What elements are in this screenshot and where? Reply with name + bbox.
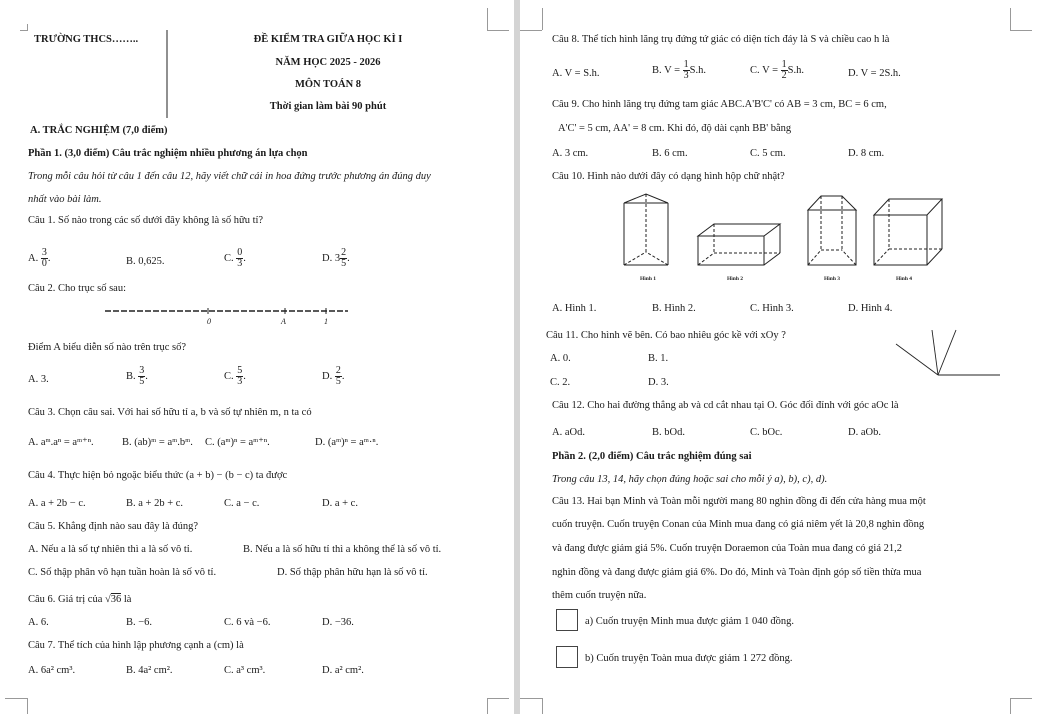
- q13a-answer-checkbox[interactable]: [556, 609, 578, 631]
- q8-option-b: B. V = $\frac{1}{3}$ S.h.: [652, 59, 706, 81]
- q4-stem: Câu 4. Thực hiện bỏ ngoặc biểu thức (a + b) − (b − c) ta được: [28, 470, 288, 481]
- crop-mark: [20, 30, 28, 31]
- exam-title: ĐỀ KIỂM TRA GIỮA HỌC KÌ I: [253, 34, 403, 45]
- q6-stem: Câu 6. Giá trị của √36 là: [28, 594, 132, 605]
- part1-instruction-line1: Trong mỗi câu hỏi từ câu 1 đến câu 12, hãy viết chữ cái in hoa đứng trước phương án đúng duy: [28, 171, 431, 182]
- q3-option-a: A. aᵐ.aⁿ = aᵐ⁺ⁿ.: [28, 437, 94, 448]
- q1-option-b: B. 0,625.: [126, 256, 165, 267]
- q13-text-line3: và đang được giảm giá 5%. Cuốn truyện Doraemon của Toàn mua đang có giá 21,2: [552, 543, 903, 554]
- q7-option-a: A. 6a² cm³.: [28, 665, 76, 676]
- q11-angle-figure: [520, 0, 1039, 400]
- crop-mark: [1010, 8, 1011, 30]
- q6-option-a: A. 6.: [28, 617, 49, 628]
- q9-stem-line2: A'C' = 5 cm, AA' = 8 cm. Khi đó, độ dài cạnh BB' bằng: [558, 123, 792, 134]
- q9-option-d: D. 8 cm.: [848, 148, 885, 159]
- sqrt-symbol: √36: [104, 594, 122, 605]
- crop-mark: [1010, 698, 1032, 699]
- q10-option-a: A. Hình 1.: [552, 303, 597, 314]
- q2-stem: Câu 2. Cho trục số sau:: [28, 283, 126, 294]
- q10-option-c: C. Hình 3.: [750, 303, 794, 314]
- crop-mark: [27, 698, 28, 714]
- q9-option-a: A. 3 cm.: [552, 148, 589, 159]
- q7-stem: Câu 7. Thể tích của hình lập phương cạnh a (cm) là: [28, 640, 244, 651]
- part1-heading: Phần 1. (3,0 điểm) Câu trắc nghiệm nhiều phương án lựa chọn: [28, 148, 308, 159]
- q7-option-c: C. a³ cm³.: [224, 665, 266, 676]
- q5-stem: Câu 5. Khẳng định nào sau đây là đúng?: [28, 521, 199, 532]
- q3-option-b: B. (ab)ᵐ = aᵐ.bᵐ.: [122, 437, 193, 448]
- figure-caption-1: Hình 1: [640, 276, 657, 282]
- q2-option-c: C. $\frac{5}{3}$ .: [224, 365, 246, 387]
- q7-option-d: D. a² cm².: [322, 665, 364, 676]
- q8-option-a: A. V = S.h.: [552, 68, 600, 79]
- q9-option-c: C. 5 cm.: [750, 148, 786, 159]
- crop-mark: [520, 30, 542, 31]
- q6-option-c: C. 6 và −6.: [224, 617, 271, 628]
- q10-stem: Câu 10. Hình nào dưới đây có dạng hình hộp chữ nhật?: [552, 171, 785, 182]
- q6-option-d: D. −36.: [322, 617, 354, 628]
- q12-option-d: D. aOb.: [848, 427, 881, 438]
- q12-option-b: B. bOd.: [652, 427, 685, 438]
- q4-option-c: C. a − c.: [224, 498, 260, 509]
- figure-caption-4: Hình 4: [896, 276, 913, 282]
- exam-subject: MÔN TOÁN 8: [294, 79, 362, 90]
- figure-caption-3: Hình 3: [824, 276, 841, 282]
- q3-option-c: C. (aᵐ)ⁿ = aᵐ⁺ⁿ.: [205, 437, 270, 448]
- q5-option-a: A. Nếu a là số tự nhiên thì a là số vô tỉ.: [28, 544, 193, 555]
- q3-option-d: D. (aᵐ)ⁿ = aᵐ·ⁿ.: [315, 437, 379, 448]
- q1-option-c: C. $\frac{0}{3}$ .: [224, 247, 246, 269]
- q13-text-line4: nghìn đồng và đang được giảm giá 6%. Do đó, Minh và Toàn định góp số tiền thừa mua: [552, 567, 922, 578]
- q13-text-line5: thêm cuốn truyện nữa.: [552, 590, 647, 601]
- crop-mark: [487, 698, 509, 699]
- q8-option-d: D. V = 2S.h.: [848, 68, 901, 79]
- part2-instruction: Trong câu 13, 14, hãy chọn đúng hoặc sai cho mỗi ý a), b), c), d).: [552, 474, 828, 485]
- crop-mark: [1010, 30, 1032, 31]
- q4-option-b: B. a + 2b + c.: [126, 498, 184, 509]
- q9-stem-line1: Câu 9. Cho hình lăng trụ đứng tam giác ABC.A'B'C' có AB = 3 cm, BC = 6 cm,: [552, 99, 887, 110]
- crop-mark: [542, 8, 543, 30]
- q5-option-c: C. Số thập phân vô hạn tuần hoàn là số vô tỉ.: [28, 567, 217, 578]
- number-line-label-a: A: [281, 317, 286, 326]
- q2-option-a: A. 3.: [28, 374, 49, 385]
- number-line-label-0: 0: [207, 317, 211, 326]
- q8-stem: Câu 8. Thể tích hình lăng trụ đứng tứ giác có diện tích đáy là S và chiều cao h là: [552, 34, 890, 45]
- q4-option-d: D. a + c.: [322, 498, 358, 509]
- q2-question: Điểm A biểu diễn số nào trên trục số?: [28, 342, 187, 353]
- q13-text-line2: cuốn truyện. Cuốn truyện Conan của Minh mua đang có giá niêm yết là 20,8 nghìn đồng: [552, 519, 925, 530]
- crop-mark: [520, 698, 542, 699]
- figure-caption-2: Hình 2: [727, 276, 744, 282]
- crop-mark: [487, 8, 488, 30]
- exam-year: NĂM HỌC 2025 - 2026: [275, 57, 381, 68]
- part1-instruction-line2: nhất vào bài làm.: [28, 194, 102, 205]
- crop-mark: [1010, 698, 1011, 714]
- q5-option-b: B. Nếu a là số hữu tỉ thì a không thể là số vô tỉ.: [243, 544, 442, 555]
- q11-option-a: A. 0.: [550, 353, 571, 364]
- crop-mark: [487, 698, 488, 714]
- q3-stem: Câu 3. Chọn câu sai. Với hai số hữu tỉ a, b và số tự nhiên m, n ta có: [28, 407, 312, 418]
- exam-page-2: [520, 0, 1039, 714]
- q8-option-c: C. V = $\frac{1}{2}$ S.h.: [750, 59, 804, 81]
- q1-stem: Câu 1. Số nào trong các số dưới đây không là số hữu tỉ?: [28, 215, 264, 226]
- q7-option-b: B. 4a² cm².: [126, 665, 173, 676]
- q2-option-b: B. $\frac{3}{5}$ .: [126, 365, 148, 387]
- q13b-answer-checkbox[interactable]: [556, 646, 578, 668]
- q1-option-a: A. $\frac{3}{0}$ .: [28, 247, 51, 269]
- q13-item-b: b) Cuốn truyện Toàn mua được giảm 1 272 đồng.: [585, 653, 793, 664]
- q5-option-d: D. Số thập phân hữu hạn là số vô tỉ.: [277, 567, 428, 578]
- number-line-label-1: 1: [324, 317, 328, 326]
- q11-stem: Câu 11. Cho hình vẽ bên. Có bao nhiêu góc kề với xOy ?: [546, 330, 786, 341]
- q11-option-b: B. 1.: [648, 353, 669, 364]
- number-line: [0, 300, 514, 330]
- school-name: TRƯỜNG THCS……..: [34, 34, 139, 45]
- exam-time: Thời gian làm bài 90 phút: [269, 101, 387, 112]
- q6-option-b: B. −6.: [126, 617, 153, 628]
- q10-option-d: D. Hình 4.: [848, 303, 893, 314]
- q11-option-c: C. 2.: [550, 377, 571, 388]
- part2-heading: Phần 2. (2,0 điểm) Câu trắc nghiệm đúng sai: [552, 451, 752, 462]
- q1-option-d: D. 3 $\frac{2}{5}$ .: [322, 247, 350, 269]
- q12-stem: Câu 12. Cho hai đường thẳng ab và cd cắt nhau tại O. Góc đối đỉnh với góc aOc là: [552, 400, 899, 411]
- q13-item-a: a) Cuốn truyện Minh mua được giảm 1 040 đồng.: [585, 616, 794, 627]
- q13-text-line1: Câu 13. Hai bạn Minh và Toàn mỗi người mang 80 nghìn đồng đi đến cửa hàng mua một: [552, 496, 926, 507]
- exam-page-1: [0, 0, 514, 714]
- q4-option-a: A. a + 2b − c.: [28, 498, 86, 509]
- section-a-title: A. TRẮC NGHIỆM (7,0 điểm): [30, 125, 168, 136]
- crop-mark: [542, 698, 543, 714]
- crop-mark: [487, 30, 509, 31]
- crop-mark: [5, 698, 27, 699]
- q12-option-a: A. aOd.: [552, 427, 585, 438]
- q11-option-d: D. 3.: [648, 377, 669, 388]
- q9-option-b: B. 6 cm.: [652, 148, 688, 159]
- q12-option-c: C. bOc.: [750, 427, 783, 438]
- q10-option-b: B. Hình 2.: [652, 303, 696, 314]
- q2-option-d: D. $\frac{2}{5}$ .: [322, 365, 345, 387]
